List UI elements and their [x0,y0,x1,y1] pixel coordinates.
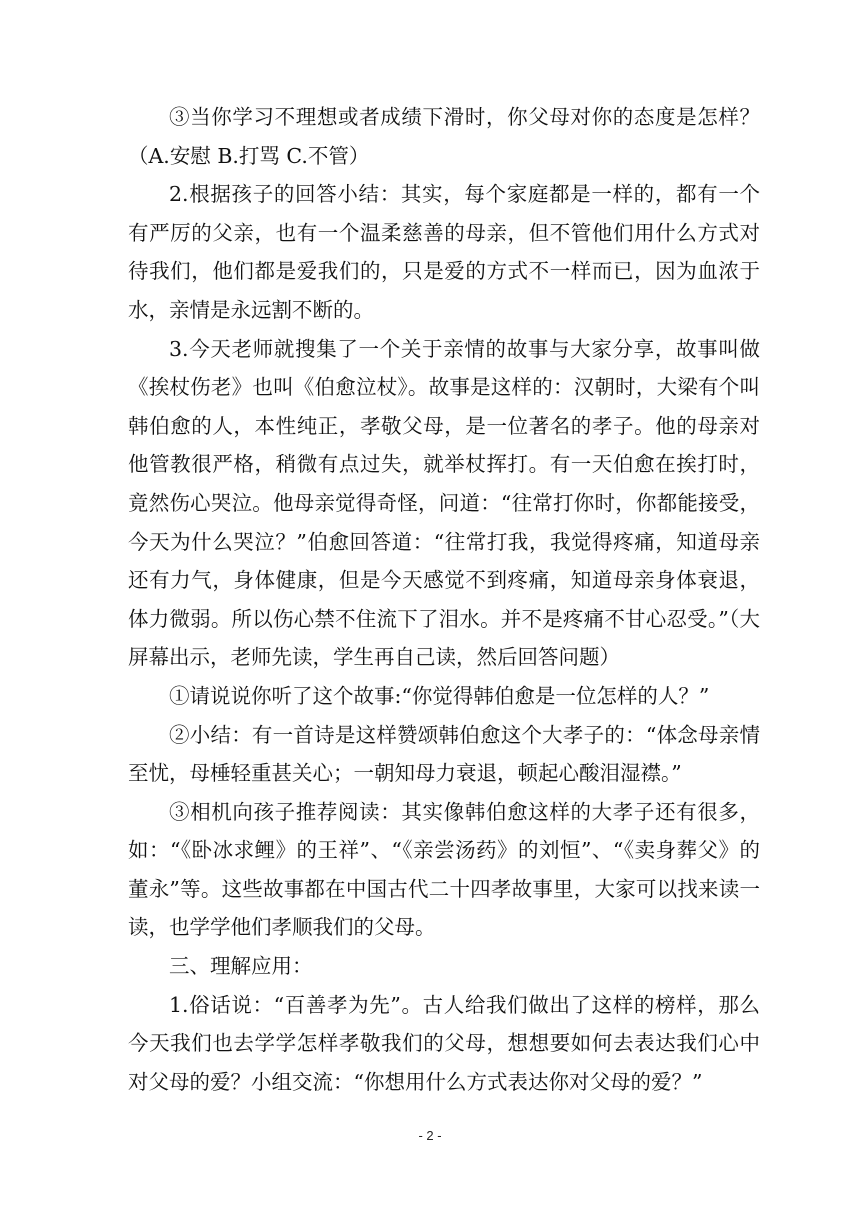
paragraph-reading-recommendation: ③相机向孩子推荐阅读：其实像韩伯愈这样的大孝子还有很多，如：“《卧冰求鲤》的王祥”、“《亲尝汤药》的刘恒”、“《卖身葬父》的董永”等。这些故事都在中国古代二十四孝故事里，大家可以找来读一读，也学学他们孝顺我们的父母。 [128,799,760,940]
paragraph-question-1: ①请说说你听了这个故事:“你觉得韩伯愈是一位怎样的人？” [169,683,710,708]
paragraph-story: 3.今天老师就搜集了一个关于亲情的故事与大家分享，故事叫做《挨杖伤老》也叫《伯愈泣杖》。故事是这样的：汉朝时，大梁有个叫韩伯愈的人，本性纯正，孝敬父母，是一位著名的孝子。他的母亲对他管教很严格，稍微有点过失，就举杖挥打。有一天伯愈在挨打时，竟然伤心哭泣。他母亲觉得奇怪，问道：“往常打你时，你都能接受，今天为什么哭泣？”伯愈回答道：“往常打我，我觉得疼痛，知道母亲还有力气，身体健康，但是今天感觉不到疼痛，知道母亲身体衰退，体力微弱。所以伤心禁不住流下了泪水。并不是疼痛不甘心忍受。”（大屏幕出示，老师先读，学生再自己读，然后回答问题） [128,336,760,670]
paragraph-poem-summary: ②小结：有一首诗是这样赞颂韩伯愈这个大孝子的：“体念母亲情至忧，母棰轻重甚关心；一朝知母力衰退，顿起心酸泪湿襟。” [128,722,760,786]
paragraph-proverb: 1.俗话说：“百善孝为先”。古人给我们做出了这样的榜样，那么今天我们也去学学怎样孝敬我们的父母，想想要如何去表达我们心中对父母的爱？小组交流：“你想用什么方式表达你对父母的爱？” [128,992,760,1094]
paragraph-summary: 2.根据孩子的回答小结：其实，每个家庭都是一样的，都有一个有严厉的父亲，也有一个温柔慈善的母亲，但不管他们用什么方式对待我们，他们都是爱我们的，只是爱的方式不一样而已，因为血浓于水，亲情是永远割不断的。 [128,182,760,322]
section-heading-application: 三、理解应用： [169,954,313,979]
paragraph-attitude-question: ③当你学习不理想或者成绩下滑时，你父母对你的态度是怎样？（A.安慰 B.打骂 C.不管） [128,105,760,168]
page-number: - 2 - [418,1128,442,1143]
document-body [128,98,760,1101]
